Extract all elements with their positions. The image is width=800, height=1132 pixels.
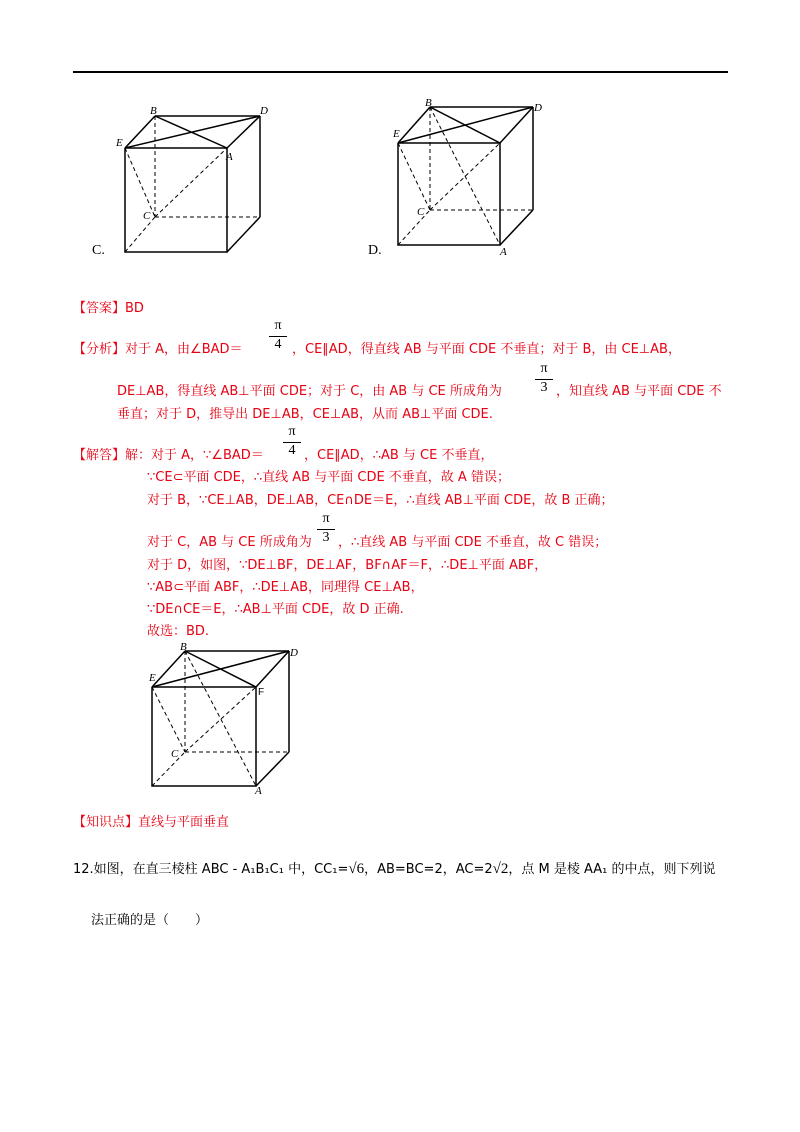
fraction-pi-over-3 [316, 511, 336, 546]
fraction-pi-over-4 [268, 318, 288, 353]
point-b: B [150, 105, 157, 117]
point-b: B [180, 641, 187, 653]
fraction-numerator: π [274, 318, 282, 333]
analysis-tag: 【分析】 [73, 342, 126, 357]
solution-line-2: ∵CE⊂平面 CDE，∴直线 AB 与平面 CDE 不垂直，故 A 错误； [147, 470, 510, 485]
solution-line-4a: 对于 C，AB 与 CE 所成角为 [147, 535, 312, 550]
point-d: D [534, 102, 542, 114]
analysis-line-2b: ，知直线 AB 与平面 CDE 不 [556, 384, 722, 399]
solution-line-4b: ，∴直线 AB 与平面 CDE 不垂直，故 C 错误； [338, 535, 608, 550]
point-e: E [149, 672, 156, 684]
knowledge-tag: 【知识点】 [73, 815, 139, 830]
answer-tag: 【答案】 [73, 301, 126, 316]
knowledge-line [73, 814, 229, 832]
solution-line-3: 对于 B，∵CE⊥AB，DE⊥AB，CE∩DE＝E，∴直线 AB⊥平面 CDE，故 B 正确； [147, 493, 614, 508]
point-e: E [116, 137, 123, 149]
solution-tag: 【解答】 [73, 448, 126, 463]
question-12-line-2: 法正确的是（ ） [91, 913, 209, 928]
solution-line-5: 对于 D，如图，∵DE⊥BF，DE⊥AF，BF∩AF＝F，∴DE⊥平面 ABF， [147, 558, 548, 573]
solution-line-6: ∵AB⊂平面 ABF，∴DE⊥AB，同理得 CE⊥AB， [147, 580, 424, 595]
answer-text: BD [125, 301, 144, 316]
fraction-denominator: 3 [540, 380, 548, 395]
fraction-numerator: π [288, 424, 296, 439]
fraction-pi-over-4 [282, 424, 302, 459]
option-c-label: C. [92, 243, 105, 258]
knowledge-text: 直线与平面垂直 [138, 815, 230, 830]
point-a: A [226, 151, 233, 163]
point-f: F [258, 687, 265, 698]
solution-line-8: 故选：BD. [147, 624, 210, 639]
point-e: E [393, 128, 400, 140]
point-d: D [260, 105, 268, 117]
analysis-line-1b: ，CE∥AD，得直线 AB 与平面 CDE 不垂直；对于 B，由 CE⊥AB， [292, 342, 681, 357]
option-d-label: D. [368, 243, 382, 258]
fraction-denominator: 4 [274, 337, 282, 352]
point-c: C [171, 748, 179, 760]
solution-line-1a [73, 447, 264, 465]
sqrt-2: √2 [492, 861, 509, 877]
figure-option-c [110, 100, 280, 260]
analysis-text: 对于 A，由∠BAD＝ [125, 342, 243, 357]
point-a: A [255, 785, 262, 797]
sqrt-6: √6 [348, 861, 365, 877]
fraction-pi-over-3 [534, 361, 554, 396]
fraction-denominator: 4 [288, 443, 296, 458]
analysis-line-2a: DE⊥AB，得直线 AB⊥平面 CDE；对于 C，由 AB 与 CE 所成角为 [117, 384, 502, 399]
header-rule [73, 71, 728, 73]
analysis-line-3: 垂直；对于 D，推导出 DE⊥AB，CE⊥AB，从而 AB⊥平面 CDE. [117, 407, 493, 422]
solution-line-1b: ，CE∥AD，∴AB 与 CE 不垂直， [304, 448, 494, 463]
question-text: ，AB=BC=2，AC=2 [364, 862, 493, 877]
figure-option-d [385, 95, 555, 260]
question-text: 12.如图，在直三棱柱 ABC - A₁B₁C₁ 中，CC₁= [73, 862, 349, 877]
point-c: C [143, 210, 151, 222]
fraction-denominator: 3 [322, 530, 330, 545]
point-a: A [500, 246, 507, 258]
question-12-line-1 [73, 860, 715, 879]
answer-line [73, 300, 144, 318]
point-d: D [290, 647, 298, 659]
figure-solution-cube [145, 640, 315, 800]
point-c: C [417, 206, 425, 218]
analysis-line-1a [73, 341, 243, 359]
solution-text: 解：对于 A，∵∠BAD＝ [125, 448, 264, 463]
point-b: B [425, 97, 432, 109]
question-text: ，点 M 是棱 AA₁ 的中点，则下列说 [508, 862, 716, 877]
solution-line-7: ∵DE∩CE＝E，∴AB⊥平面 CDE，故 D 正确. [147, 602, 404, 617]
fraction-numerator: π [322, 511, 330, 526]
fraction-numerator: π [540, 361, 548, 376]
